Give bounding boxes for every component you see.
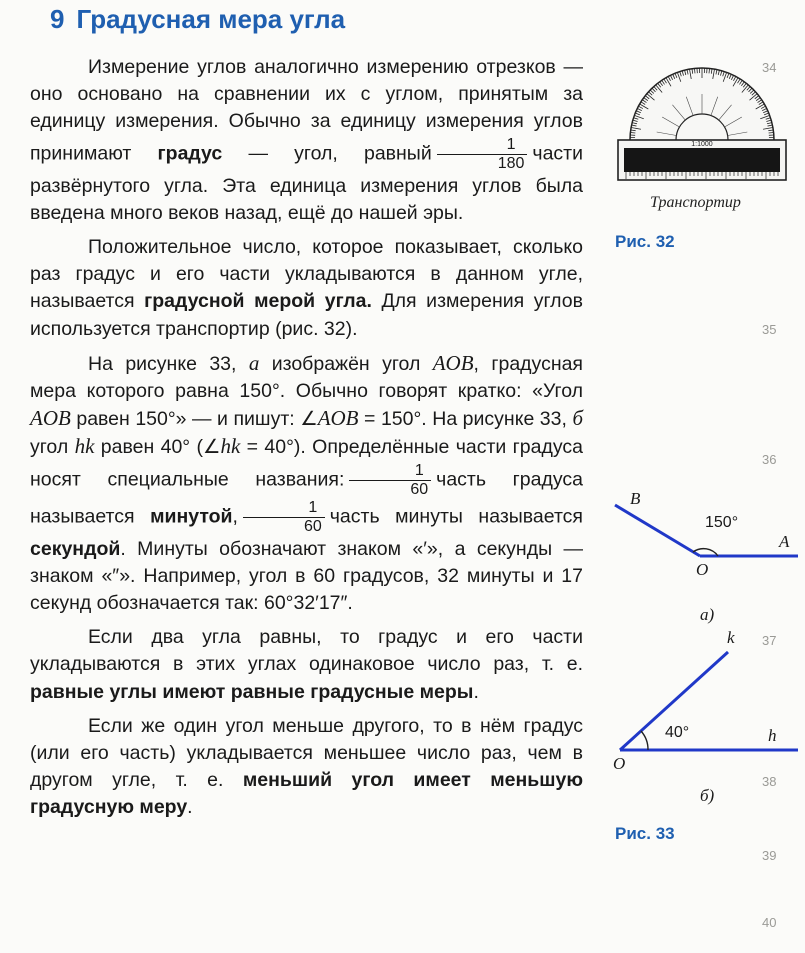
fraction-denominator: 60 — [303, 517, 322, 535]
text-run: Если же один угол меньше другого, то в нём градус (или его часть) укладывается меньшее число раз, чем в другом угле, т. е. — [30, 714, 583, 792]
ruler-mark: 1:1000 — [691, 141, 713, 148]
rule-equal-angles: равные углы имеют равные градусные меры — [30, 680, 474, 703]
fraction-numerator: 1 — [243, 499, 325, 518]
text-run: Для измерения углов используется транспортир (рис. 32). — [30, 290, 583, 340]
paragraph-2 — [30, 234, 583, 343]
fraction-numerator: 1 — [437, 136, 528, 155]
vertex-o-label: O — [613, 754, 626, 773]
fig33a-sublabel: а) — [700, 605, 715, 624]
section-title: Градусная мера угла — [76, 4, 346, 34]
angle-arc — [641, 731, 648, 750]
text-run: равен 150°» — и пишут: ∠ — [70, 408, 318, 431]
fraction-1-60 — [349, 462, 431, 499]
protractor-tick — [709, 68, 710, 73]
text-run: , градусная мера которого равна 150°. Обычно говорят кратко: «Угол — [30, 352, 583, 403]
fig33-label: Рис. 33 — [615, 824, 675, 843]
text-run: изображён угол — [259, 352, 433, 375]
fig32-caption: Транспортир — [650, 194, 741, 211]
text-run: На рисунке 33, — [88, 352, 249, 375]
term-degree: градус — [157, 142, 223, 165]
text-run: Положительное число, которое показывает, сколько раз градус и его части укладываются в данном угле, называется — [30, 236, 583, 313]
angle-name: AOB — [30, 406, 71, 431]
term-minute: минутой — [150, 505, 233, 528]
angle-value: 150° — [705, 514, 739, 531]
bleed-number: 39 — [762, 848, 777, 863]
point-a-label: A — [779, 532, 790, 551]
fig33b-sublabel: б) — [700, 786, 715, 805]
fig32-label: Рис. 32 — [615, 232, 675, 251]
fraction-numerator: 1 — [349, 462, 431, 481]
section-number: 9 — [50, 4, 65, 34]
fraction-1-60 — [243, 499, 325, 536]
rule-smaller-angle: меньший угол имеет меньшую градусную меру — [30, 769, 583, 819]
paragraph-5 — [30, 713, 583, 822]
text-run: . — [473, 680, 479, 703]
angle-name: AOB — [317, 406, 359, 431]
angle-name: AOB — [432, 350, 474, 375]
ray-h-label: h — [768, 726, 777, 745]
text-run: равен 40° (∠ — [94, 436, 221, 459]
bleed-number: 35 — [762, 322, 777, 337]
text-run: . Минуты обозначают знаком «′», а секунды — знаком «″». Например, угол в 60 градусов, 32 минуты и 17 секунд обозначается так: 60°32′17″. — [30, 537, 583, 615]
ray-ob — [615, 505, 700, 556]
paragraph-4 — [30, 624, 583, 706]
text-run: часть минуты называется — [329, 505, 583, 528]
text-run: угол — [30, 436, 75, 459]
angle-value: 40° — [665, 724, 690, 741]
text-run: = 40°). Определённые части градуса носят специальные названия: — [30, 436, 583, 491]
text-run: часть градуса называется — [30, 468, 583, 528]
term-second: секундой — [30, 537, 121, 560]
fraction-1-180 — [437, 136, 528, 173]
text-run: = 150°. На рисунке 33, — [358, 408, 573, 431]
angle-name: hk — [220, 434, 241, 459]
bleed-number: 36 — [762, 452, 777, 467]
bleed-number: 34 — [762, 60, 777, 75]
text-run: Если два угла равны, то градус и его части укладываются в этих углах одинаковое число раз, т. е. — [30, 626, 583, 676]
bleed-number: 38 — [762, 774, 777, 789]
paragraph-1 — [30, 54, 583, 227]
term-degree-measure: градусной мерой угла. — [144, 290, 372, 313]
vertex-o-label: O — [696, 560, 709, 579]
text-run: части развёрнутого угла. Эта единица измерения углов была введена много веков назад, ещё до нашей эры. — [30, 142, 583, 224]
text-run: . — [187, 796, 193, 819]
angle-name: hk — [74, 434, 95, 459]
text-run: , — [232, 505, 238, 528]
fig-ref-b: б — [572, 406, 584, 431]
fraction-denominator: 180 — [497, 154, 525, 172]
protractor-figure — [612, 60, 792, 182]
point-b-label: B — [630, 489, 641, 508]
bleed-number: 40 — [762, 915, 777, 930]
text-run: Измерение углов аналогично измерению отрезков — оно основано на сравнении их с углом, принятым за единицу измерения. Обычно за единицу измерения углов принимают — [30, 56, 583, 165]
section-heading — [50, 4, 345, 35]
protractor-ruler-band — [624, 148, 780, 172]
protractor-tick — [630, 132, 635, 133]
protractor-tick — [694, 68, 695, 73]
protractor-tick — [769, 132, 774, 133]
fig-ref-a: а — [248, 350, 260, 375]
text-run: — угол, равный — [222, 142, 432, 165]
paragraph-3 — [30, 350, 583, 617]
ray-k-label: k — [727, 628, 735, 647]
main-text — [30, 54, 583, 829]
fraction-denominator: 60 — [410, 480, 429, 498]
bleed-number: 37 — [762, 633, 777, 648]
protractor-scale — [630, 68, 774, 140]
